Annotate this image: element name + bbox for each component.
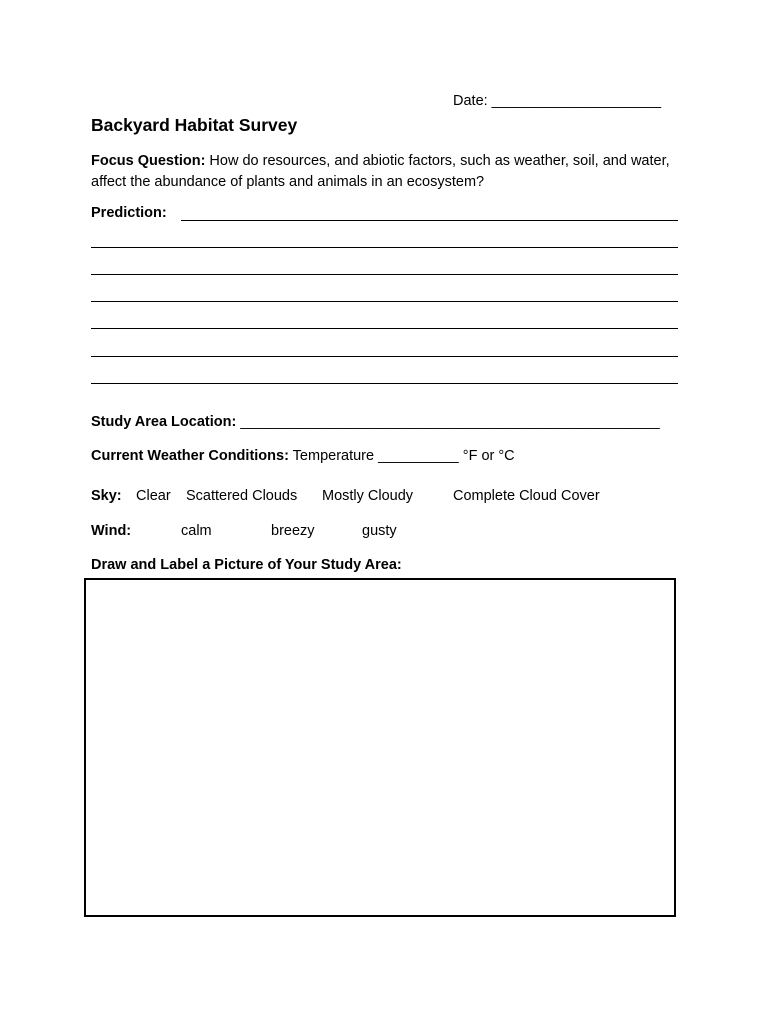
prediction-line[interactable] bbox=[91, 274, 678, 275]
focus-question-label: Focus Question: bbox=[91, 153, 206, 169]
weather-row bbox=[91, 448, 515, 464]
sky-option-complete-cloud-cover[interactable]: Complete Cloud Cover bbox=[453, 488, 600, 504]
temperature-field[interactable]: Temperature __________ °F or °C bbox=[288, 448, 515, 464]
prediction-line[interactable] bbox=[91, 328, 678, 329]
study-area-label: Study Area Location: bbox=[91, 414, 237, 430]
wind-row bbox=[91, 523, 131, 539]
prediction-line[interactable] bbox=[181, 220, 678, 221]
prediction-line[interactable] bbox=[91, 301, 678, 302]
drawing-area[interactable] bbox=[84, 578, 676, 917]
study-area-row[interactable] bbox=[91, 414, 660, 430]
sky-option-mostly-cloudy[interactable]: Mostly Cloudy bbox=[322, 488, 414, 504]
wind-label: Wind: bbox=[91, 523, 132, 539]
page-title: Backyard Habitat Survey bbox=[91, 115, 298, 135]
draw-label: Draw and Label a Picture of Your Study Area: bbox=[91, 557, 402, 573]
date-field[interactable]: Date: _____________________ bbox=[453, 93, 662, 109]
study-area-blank[interactable]: ____________________________________________________ bbox=[236, 414, 660, 430]
prediction-line[interactable] bbox=[91, 383, 678, 384]
prediction-label: Prediction: bbox=[91, 205, 167, 221]
wind-option-breezy[interactable]: breezy bbox=[271, 523, 315, 539]
prediction-line[interactable] bbox=[91, 247, 678, 248]
wind-option-gusty[interactable]: gusty bbox=[362, 523, 397, 539]
wind-option-calm[interactable]: calm bbox=[181, 523, 212, 539]
sky-label: Sky: bbox=[91, 488, 122, 504]
focus-question bbox=[91, 151, 681, 193]
sky-row bbox=[91, 488, 122, 504]
sky-option-clear[interactable]: Clear bbox=[136, 488, 171, 504]
focus-question-text: How do resources, and abiotic factors, such as weather, soil, and water, affect the abundance of plants and animals in an ecosystem? bbox=[91, 153, 670, 190]
weather-label: Current Weather Conditions: bbox=[91, 448, 289, 464]
sky-option-scattered-clouds[interactable]: Scattered Clouds bbox=[186, 488, 298, 504]
prediction-line[interactable] bbox=[91, 356, 678, 357]
